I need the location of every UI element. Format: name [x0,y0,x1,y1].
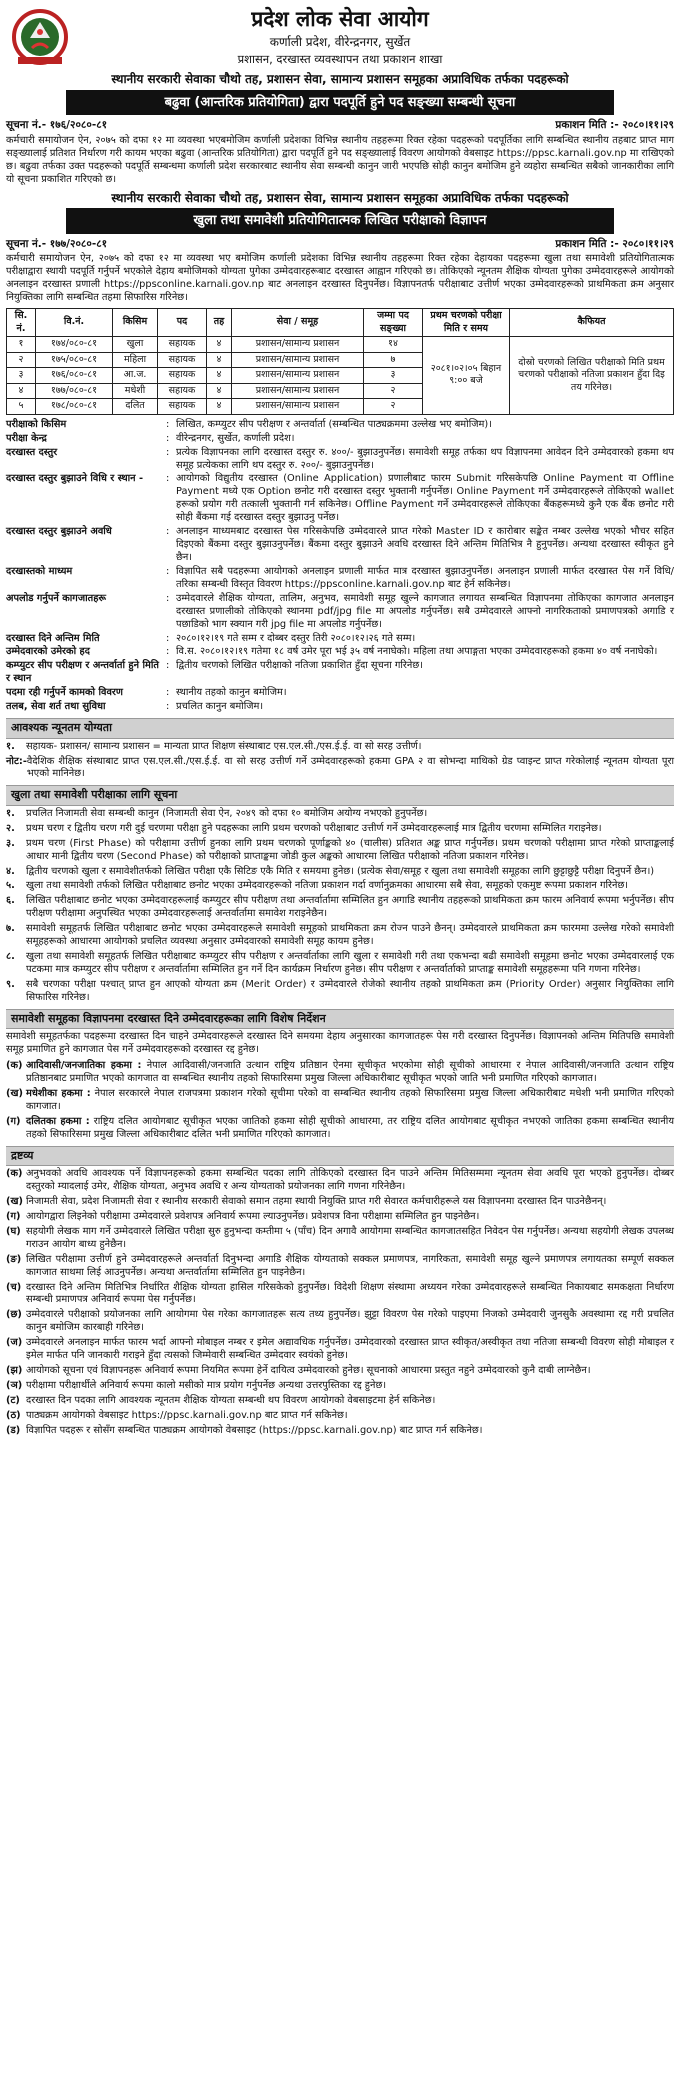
list-item [6,1410,674,1423]
item-text [26,1196,674,1209]
table-cell: मधेशी [113,383,158,399]
details-list [6,419,674,714]
item-body: दरखास्त दिने अन्तिम मितिभित्र निर्धारित शैक्षिक योग्यता हासिल गरिसकेको हुनुपर्नेछ। विदेशी शिक्षण संस्थामा अध्ययन गरेका उम्मेदवारहरूले सम्बन्धित निकायबाट समकक्षता निर्धारण सम्बन्धी प्रमाणपत्र अनिवार्य रूपमा पेस गर्नुपर्नेछ। [26,1281,674,1306]
detail-row [6,419,674,432]
item-text [26,1395,674,1408]
col-header: सि. नं. [7,309,36,337]
detail-key: कम्प्युटर सीप परीक्षण र अन्तर्वार्ता हुने मिति र स्थान [6,660,159,685]
item-text [26,1254,674,1280]
detail-colon: : [166,701,170,713]
item-body: वैदेशिक शैक्षिक संस्थाबाट प्राप्त एस.एल.सी./एस.ई.ई. वा सो सरह उत्तीर्ण गर्ने उम्मेदवारहरूको हकमा GPA २ वा सोभन्दा माथिको ग्रेड प्वाइन्ट प्राप्त गरेकोलाई न्यूनतम योग्यता पूरा भएको मानिनेछ। [26,755,674,780]
col-header: किसिम [113,309,158,337]
table-cell: ४ [207,368,232,384]
table-cell: महिला [113,352,158,368]
table-cell: प्रशासन/सामान्य प्रशासन [232,399,364,415]
item-text [26,1226,674,1252]
detail-row [6,633,674,646]
table-cell: ३ [364,368,423,384]
detail-colon: : [166,646,170,658]
notice1-body: कर्मचारी समायोजन ऐन, २०७५ को दफा १२ मा व्यवस्था भएबमोजिम कर्णाली प्रदेशका विभिन्न स्थानीय तहहरूमा रिक्त रहेका पदहरूको पदपूर्तिका लागि सम्बन्धित स्थानीय तहबाट प्राप्त माग सङ्ख्यालाई प्रतिशत निर्धारण गरी कायम भएका बढुवा (आन्तरिक प्रतियोगिता) द्वारा पदपूर्ति हुने पद सङ्ख्यालाई विवरण आयोगको वेबसाइट https://ppsc.karnali.gov.np मा राखिएको छ। बढुवा तर्फका उक्त पदहरूको पदपूर्ति सम्बन्धमा कर्णाली प्रदेश सरकारबाट स्थानीय सेवा सम्बन्धी कानुन जारी भएपछि सोही कानुन बमोजिम हुने व्यहोरा सम्बन्धित सबैको जानकारीका लागि यो सूचना प्रकाशित गरिएको छ। [6,134,674,185]
item-number: ८. [6,951,15,963]
table-cell: आ.ज. [113,368,158,384]
item-body: सबै चरणका परीक्षा पश्चात् प्राप्त हुन आएको योग्यता क्रम (Merit Order) र उम्मेदवारले रोजेको स्थानीय तहको प्राथमिकता क्रम (Priority Order) अनुसार नियुक्तिका लागि सिफारिस गरिनेछ। [26,978,674,1003]
detail-value: प्रचलित कानुन बमोजिम। [176,701,264,713]
section-exam-rules: खुला तथा समावेशी परीक्षाका लागि सूचना [6,785,674,806]
notice1-ref: सूचना नं.- १७६/२०८०-८१ [6,118,108,131]
detail-row [6,526,674,565]
detail-key: दरखास्त दस्तुर बुझाउने विधि र स्थान - [6,473,144,485]
col-header: वि.नं. [36,309,113,337]
list-item [6,1337,674,1363]
exam-datetime-cell: २०८१।०२।०५ बिहान ९:०० बजे [423,337,510,415]
notes-list [6,1168,674,1438]
list-item [6,1116,674,1142]
item-number: (ञ) [6,1380,23,1391]
detail-row [6,646,674,659]
item-body: आयोगको सूचना एवं विज्ञापनहरू अनिवार्य रूपमा नियमित रूपमा हेर्ने दायित्व उम्मेदवारको हुनेछ। सूचनाको आधारमा प्रस्तुत नहुने उम्मेदवारको कुनै दाबी लाग्नेछैन। [26,1365,591,1377]
item-number: (घ) [6,1225,21,1237]
detail-value: वीरेन्द्रनगर, सुर्खेत, कर्णाली प्रदेश। [176,432,295,444]
list-item [6,866,674,879]
detail-value: प्रत्येक विज्ञापनका लागि दरखास्त दस्तुर रु. ४००/- बुझाउनुपर्नेछ। समावेशी समूह तर्फका थप विज्ञापनमा आवेदन दिने उम्मेदवारको हकमा थप समूह प्रत्येकका लागि थप दस्तुर रु. २००/- बुझाउनुपर्नेछ। [176,446,674,471]
qualification-list [6,741,674,782]
table-cell: ४ [207,399,232,415]
list-item [6,895,674,921]
detail-value: आयोगको विद्युतीय दरखास्त (Online Application) प्रणालीबाट फारम Submit गरिसकेपछि Online Payment वा Offline Payment मध्ये एक Option छनोट गरी दरखास्त दस्तुर भुक्तानी गर्नुपर्नेछ। Online Payment गर्ने उम्मेदवारहरूले तोकिएको wallet हरूको प्रयोग गरी तत्काली भुक्तानी गर्न सकिनेछ। Offline Payment गर्ने उम्मेदवारहरूले तोकिएका बैंकहरूमध्ये कुनै एक बैंक छनोट गरी सोही बैंकमा गई दरखास्त दस्तुर बुझाउनु पर्नेछ। [176,473,674,524]
item-number: ७. [6,923,15,935]
table-cell: प्रशासन/सामान्य प्रशासन [232,383,364,399]
list-item [6,1380,674,1393]
item-text [26,1380,674,1393]
detail-colon: : [166,660,170,672]
notice2-ref: सूचना नं.- १७७/२०८०-८१ [6,237,108,250]
item-number: ५. [6,880,15,892]
detail-row [6,660,674,686]
table-cell: सहायक [158,383,207,399]
header [6,6,674,68]
item-text [26,866,674,879]
item-text [26,1337,674,1363]
notice2-refrow [6,238,674,252]
special-list [6,1060,674,1142]
table-cell: १७६/०८०-८१ [36,368,113,384]
item-number: ३. [6,837,15,849]
list-item [6,1309,674,1335]
item-body: खुला तथा समावेशी तर्फको लिखित परीक्षाबाट छनोट भएका उम्मेदवारहरूको नतिजा प्रकाशन गर्दा वर्णानुक्रमका आधारमा सबै सेवा, समूहको एकमुष्ट रूपमा प्रकाशन गरिनेछ। [26,880,629,892]
list-item [6,1226,674,1252]
detail-row [6,593,674,632]
detail-row [6,433,674,446]
detail-colon: : [166,526,170,538]
item-label: मधेशीका हकमा : [26,1087,91,1099]
item-text [26,1410,674,1423]
item-number: (ख) [6,1196,23,1208]
detail-key: दरखास्तको माध्यम [6,565,73,577]
detail-row [6,447,674,473]
detail-colon: : [166,432,170,444]
detail-row [6,566,674,592]
detail-key: अपलोड गर्नुपर्ने कागजातहरू [6,592,107,604]
item-number: १. [6,807,15,819]
item-number: (छ) [6,1309,22,1321]
detail-colon: : [166,592,170,604]
detail-key: उम्मेदवारको उमेरको हद [6,646,90,658]
remarks-cell: दोस्रो चरणको लिखित परीक्षाको मिति प्रथम चरणको परीक्षाको नतिजा प्रकाशन हुँदा दिइ तय गरिनेछ। [510,337,674,415]
item-text [26,1282,674,1308]
table-cell: १४ [364,337,423,353]
table-cell: सहायक [158,352,207,368]
special-intro: समावेशी समूहतर्फका पदहरूमा दरखास्त दिन चाहने उम्मेदवारहरूले दरखास्त दिने समयमा देहाय अनुसारका कागजातहरू पेस गरी दरखास्त दिनुपर्नेछ। विज्ञापनको अन्तिम मितिपछि समावेशी समूह प्रमाणित हुने कागजात पेस गर्ने उम्मेदवारहरूको दरखास्त रद्द हुनेछ। [6,1031,674,1056]
item-text [26,1365,674,1378]
item-number: (ड) [6,1424,21,1436]
item-body: दरखास्त दिन पदका लागि आवश्यक न्यूनतम शैक्षिक योग्यता सम्बन्धी थप विवरण आयोगको वेबसाइटमा हेर्न सकिनेछ। [26,1394,436,1406]
table-cell: प्रशासन/सामान्य प्रशासन [232,337,364,353]
item-number: नोट:- [6,755,27,767]
item-number: २. [6,822,15,834]
item-body: प्रथम चरण र द्वितीय चरण गरी दुई चरणमा परीक्षा हुने पदहरूका लागि प्रथम चरणको परीक्षाबाट उत्तीर्ण गर्ने उम्मेदवारहरूलाई मात्र द्वितीय चरणमा सम्मिलित गराइनेछ। [26,822,602,834]
list-item [6,756,674,782]
item-number: १. [6,740,15,752]
item-number: (ख) [6,1087,23,1099]
col-header: पद [158,309,207,337]
detail-value: उम्मेदवारले शैक्षिक योग्यता, तालिम, अनुभव, समावेशी समूह खुल्ने कागजात लगायत सम्बन्धित विज्ञापनमा तोकिएका कागजात अनलाइन दरखास्त प्रणालीको तोकिएको स्थानमा pdf/jpg file मा अपलोड गर्नुपर्नेछ। सबै उम्मेदवारले आफ्नो नागरिकताको प्रमाणपत्रको अगाडि र पछाडिको भाग स्क्यान गरी jpg file मा अपलोड गर्नुपर्नेछ। [176,592,674,630]
col-header: तह [207,309,232,337]
item-text [26,1088,674,1114]
item-number: ४. [6,865,15,877]
col-header: जम्मा पद सङ्ख्या [364,309,423,337]
detail-row [6,687,674,700]
item-number: (क) [6,1060,23,1072]
list-item [6,1365,674,1378]
detail-value: अनलाइन माध्यमबाट दरखास्त पेस गरिसकेपछि उम्मेदवारले प्राप्त गरेको Master ID र कारोबार सङ्केत नम्बर उल्लेख भएको भौचर सहित दिइएको बैंकमा दस्तुर बुझाउनुपर्नेछ। बैंकमा दस्तुर बुझाउने अवधि दरखास्त दिने अन्तिम मितिभित्र नै हुनुपर्नेछ। अन्यथा दरखास्त स्वीकृत हुने छैन। [176,526,674,563]
table-cell: प्रशासन/सामान्य प्रशासन [232,368,364,384]
item-number: (ङ) [6,1253,22,1265]
item-text [26,741,674,754]
item-text [26,979,674,1005]
detail-key: परीक्षाको किसिम [6,418,67,430]
notice2-body: कर्मचारी समायोजन ऐन, २०७५ को दफा १२ मा व्यवस्था भए बमोजिम कर्णाली प्रदेशका विभिन्न स्थानीय तहहरूमा रिक्त रहेका देहायका पदहरूमा खुला तथा समावेशी प्रतियोगितात्मक परीक्षाद्वारा स्थायी पदपूर्ति गर्नुपर्ने भएकोले देहाय बमोजिमको योग्यता पुगेका उम्मेदवारहरूबाट दरखास्त आह्वान गरिएको छ। तोकिएको न्यूनतम शैक्षिक योग्यता पुगेका उम्मेदवारहरूले आयोगको अनलाइन दरखास्त प्रणाली https://ppsconline.karnali.gov.np बाट अनलाइन दरखास्त दिनुपर्नेछ। विज्ञापनतर्फ परीक्षाबाट उत्तीर्ण भएका उम्मेदवारहरूको प्राथमिकता क्रम अनुसार नियुक्तिका लागि सम्बन्धित तहमा सिफारिस गरिनेछ। [6,253,674,304]
notice1-title: स्थानीय सरकारी सेवाका चौथो तह, प्रशासन सेवा, सामान्य प्रशासन समूहका अप्राविधिक तर्फका पदहरूको [111,72,569,86]
notice1-refrow [6,119,674,133]
detail-row [6,473,674,525]
detail-colon: : [166,446,170,458]
notice2-date: प्रकाशन मिति :- २०८०।११।२९ [555,237,674,250]
list-item [6,1254,674,1280]
table-cell: १७५/०८०-८१ [36,352,113,368]
item-text [26,1211,674,1224]
table-cell: २ [364,399,423,415]
detail-value: वि.स. २०८०।१२।१९ गतेमा १८ वर्ष उमेर पूरा भई ३५ वर्ष ननाघेको। महिला तथा अपाङ्गता भएका उम्मेदवारहरूको हकमा ४० वर्ष ननाघेको। [176,646,658,658]
item-number: (ठ) [6,1409,21,1421]
item-number: (झ) [6,1365,23,1377]
detail-colon: : [166,632,170,644]
item-text [26,1060,674,1086]
list-item [6,1088,674,1114]
item-text [26,880,674,893]
nepal-emblem-icon [10,8,70,66]
notice2-title: स्थानीय सरकारी सेवाका चौथो तह, प्रशासन सेवा, सामान्य प्रशासन समूहका अप्राविधिक तर्फका पदहरूको [111,190,569,205]
section-qualification: आवश्यक न्यूनतम योग्यता [6,718,674,739]
item-body: प्रचलित निजामती सेवा सम्बन्धी कानुन (निजामती सेवा ऐन, २०४९ को दफा १० बमोजिम अयोग्य नभएको हुनुपर्नेछ। [26,807,428,819]
table-cell: सहायक [158,368,207,384]
detail-value: विज्ञापित सबै पदहरूमा आयोगको अनलाइन प्रणाली मार्फत मात्र दरखास्त बुझाउनुपर्नेछ। अनलाइन प्रणाली मार्फत दरखास्त पेस गर्ने विधि/तरिका सम्बन्धी विस्तृत विवरण https://ppsconline.karnali.gov.np बाट हेर्न सकिनेछ। [176,565,674,590]
notice1-banner: बढुवा (आन्तरिक प्रतियोगिता) द्वारा पदपूर्ति हुने पद सङ्ख्या सम्बन्धी सूचना [66,90,614,115]
item-text [26,923,674,949]
table-cell: ४ [207,352,232,368]
notice1-date: प्रकाशन मिति :- २०८०।११।२९ [555,118,674,131]
item-body: लिखित परीक्षाबाट छनोट भएका उम्मेदवारहरूलाई कम्प्युटर सीप परीक्षण तथा अन्तर्वार्तामा सम्मिलित हुन अगाडि स्थानीय तहहरूको प्राथमिकता क्रम फारम अनिवार्य रूपमा भर्नुपर्नेछ। सीप परीक्षण परीक्षामा अनुपस्थित भएका उम्मेदवारहरूलाई अन्तर्वार्तामा समावेश गराइनेछैन। [26,895,674,920]
item-text [26,895,674,921]
table-cell: सहायक [158,399,207,415]
detail-value: लिखित, कम्प्युटर सीप परीक्षण र अन्तर्वार्ता (सम्बन्धित पाठ्यक्रममा उल्लेख भए बमोजिम)। [176,418,492,430]
table-cell: प्रशासन/सामान्य प्रशासन [232,352,364,368]
table-cell: १७८/०८०-८१ [36,399,113,415]
detail-colon: : [166,687,170,699]
org-branch: प्रशासन, दरखास्त व्यवस्थापन तथा प्रकाशन शाखा [237,51,443,66]
item-number: (ट) [6,1394,20,1406]
detail-key: दरखास्त दस्तुर बुझाउने अवधि [6,526,112,538]
item-label: दलितका हकमा : [26,1115,90,1127]
item-text [26,838,674,864]
detail-key: दरखास्त दिने अन्तिम मिति [6,632,100,644]
org-name: प्रदेश लोक सेवा आयोग [251,7,429,31]
list-item [6,979,674,1005]
notice2-banner: खुला तथा समावेशी प्रतियोगितात्मक लिखित परीक्षाको विज्ञापन [66,208,614,233]
detail-value: स्थानीय तहको कानुन बमोजिम। [176,687,287,699]
section-special: समावेशी समूहका विज्ञापनमा दरखास्त दिने उम्मेदवारहरूका लागि विशेष निर्देशन [6,1009,674,1030]
table-cell: १७७/०८०-८१ [36,383,113,399]
item-text [26,1309,674,1335]
item-number: (ज) [6,1337,23,1349]
item-body: पाठ्यक्रम आयोगको वेबसाइट https://ppsc.karnali.gov.np बाट प्राप्त गर्न सकिनेछ। [26,1409,348,1421]
table-header-row [7,309,674,337]
item-body: प्रथम चरण (First Phase) को परीक्षामा उत्तीर्ण हुनका लागि प्रथम चरणको पूर्णाङ्कको ४० (चालीस) प्रतिशत अङ्क प्राप्त गर्नुपर्नेछ। प्रथम चरणको परीक्षामा प्राप्त गरेको प्राप्ताङ्कलाई आधार मानी द्वितीय चरण (Second Phase) को परीक्षाको प्राप्ताङ्कमा जोडी कुल अङ्कको आधारमा लिखित परीक्षाको नतिजा प्रकाशन गरिनेछ। [26,837,674,862]
detail-row [6,701,674,714]
vacancy-table [6,308,674,415]
table-cell: २ [364,383,423,399]
org-address: कर्णाली प्रदेश, वीरेन्द्रनगर, सुर्खेत [269,34,411,49]
item-body: परीक्षामा परीक्षार्थीले अनिवार्य रूपमा कालो मसीको मात्र प्रयोग गर्नुपर्नेछ अन्यथा उत्तरपुस्तिका रद्द हुनेछ। [26,1380,387,1391]
list-item [6,880,674,893]
item-number: (ग) [6,1115,21,1127]
item-body: नेपाल सरकारले नेपाल राजपत्रमा प्रकाशन गरेको सूचीमा परेको वा सम्बन्धित स्थानीय तहको सिफारिसमा प्रमुख जिल्ला अधिकारीबाट मधेशी भनी प्रमाणित गरिएको कागजात। [26,1087,674,1112]
detail-colon: : [166,418,170,430]
list-item [6,1060,674,1086]
list-item [6,1395,674,1408]
table-cell: ७ [364,352,423,368]
item-body: उम्मेदवारले अनलाइन मार्फत फारम भर्दा आफ्नो मोबाइल नम्बर र इमेल अद्यावधिक गर्नुपर्नेछ। उम्मेदवारको दरखास्त प्राप्त स्वीकृत/अस्वीकृत तथा नतिजा सम्बन्धी विवरण सोही मोबाइल र इमेल मार्फत पनि जानकारी गराइने हुँदा त्यसको जिम्मेवारी सम्बन्धित उम्मेदवार स्वयंको हुनेछ। [26,1337,674,1362]
list-item [6,1425,674,1438]
item-body: लिखित परीक्षामा उत्तीर्ण हुने उम्मेदवारहरूले अन्तर्वार्ता दिनुभन्दा अगाडि शैक्षिक योग्यताको सक्कल प्रमाणपत्र, नागरिकता, समावेशी समूह खुल्ने प्रमाणपत्र लगायतका सम्पूर्ण सक्कल कागजात साथमा लिई आउनुपर्नेछ। अन्यथा अन्तर्वार्तामा सम्मिलित हुन पाइनेछैन। [26,1253,674,1278]
detail-value: २०८०।१२।१९ गते सम्म र दोब्बर दस्तुर तिरी २०८०।१२।२६ गते सम्म। [176,632,416,644]
item-body: सहयोगी लेखक माग गर्ने उम्मेदवारले लिखित परीक्षा सुरु हुनुभन्दा कम्तीमा ५ (पाँच) दिन अगावै आयोगमा सम्बन्धित कागजातसहित निवेदन पेस गर्नुपर्नेछ। अन्यथा सहयोगी लेखक उपलब्ध गराउन आयोग बाध्य हुनेछैन। [26,1225,674,1250]
table-cell: सहायक [158,337,207,353]
item-body: अनुभवको अवधि आवश्यक पर्ने विज्ञापनहरूको हकमा सम्बन्धित पदका लागि तोकिएको दरखास्त दिन पाउने अन्तिम मितिसम्ममा न्यूनतम सेवा अवधि पूरा भएको हुनुपर्नेछ। दोब्बर दस्तुरको म्यादलाई उमेर, शैक्षिक योग्यता, अनुभव अवधि र अन्य योग्यताको प्रयोजनका लागि गणना गरिनेछैन। [26,1168,674,1193]
list-item [6,808,674,821]
table-cell: ५ [7,399,36,415]
item-number: (च) [6,1281,22,1293]
detail-key: तलब, सेवा शर्त तथा सुविधा [6,701,106,713]
item-text [26,823,674,836]
exam-rules-list [6,808,674,1005]
detail-key: दरखास्त दस्तुर [6,446,58,458]
item-body: निजामती सेवा, प्रदेश निजामती सेवा र स्थानीय सरकारी सेवाको समान तहमा स्थायी नियुक्ति प्राप्त गरी सेवारत कर्मचारीहरूले यस विज्ञापनमा दरखास्त दिन पाउनेछैनन्। [26,1196,607,1208]
item-text [26,1425,674,1438]
detail-colon: : [166,473,170,485]
item-text [26,951,674,977]
list-item [6,823,674,836]
item-number: ६. [6,895,15,907]
detail-key: परीक्षा केन्द्र [6,432,47,444]
item-number: (क) [6,1168,23,1180]
col-header: कैफियत [510,309,674,337]
item-number: (ग) [6,1210,21,1222]
item-text [26,1168,674,1194]
section-notes: द्रष्टव्य [6,1146,674,1167]
list-item [6,1196,674,1209]
item-label: आदिवासी/जनजातिका हकमा : [26,1060,142,1072]
item-body: सहायक- प्रशासन/ सामान्य प्रशासन = मान्यता प्राप्त शिक्षण संस्थाबाट एस.एल.सी./एस.ई.ई. वा सो सरह उत्तीर्ण। [26,740,422,752]
list-item [6,951,674,977]
item-body: आयोगद्वारा लिइनेको परीक्षामा उम्मेदवारले प्रवेशपत्र अनिवार्य रूपमा ल्याउनुपर्नेछ। प्रवेशपत्र विना परीक्षामा सम्मिलित हुन पाइनेछैन। [26,1210,480,1222]
list-item [6,1168,674,1194]
table-cell: खुला [113,337,158,353]
col-header: प्रथम चरणको परीक्षा मिति र समय [423,309,510,337]
col-header: सेवा / समूह [232,309,364,337]
item-body: उम्मेदवारले परीक्षाको प्रयोजनका लागि आयोगमा पेस गरेका कागजातहरू सत्य तथ्य हुनुपर्नेछ। झुट्टा विवरण पेस गरेको पाइएमा निजको उम्मेदवारी जुनसुकै अवस्थामा रद्द गरी प्रचलित कानुन बमोजिम कारबाही गरिनेछ। [26,1309,674,1334]
item-body: समावेशी समूहतर्फ लिखित परीक्षाबाट छनोट भएका उम्मेदवारहरूले समावेशी समूहको प्राथमिकता क्रम रोज्न पाउने छैनन्। उम्मेदवारले प्राथमिकता क्रम फारममा उल्लेख गरेको समावेशी समूहहरूको आधारमा आयोगको प्रचलित व्यवस्था अनुसार उम्मेदवारको समावेशी समूह कायम हुनेछ। [26,923,674,948]
list-item [6,741,674,754]
item-number: ९. [6,978,15,990]
table-row [7,337,674,353]
list-item [6,923,674,949]
item-body: विज्ञापित पदहरू र सोसँग सम्बन्धित पाठ्यक्रम आयोगको वेबसाइट (https://ppsc.karnali.gov.np) बाट प्राप्त गर्न सकिनेछ। [26,1424,483,1436]
item-text [27,756,674,782]
table-cell: १ [7,337,36,353]
item-body: खुला तथा समावेशी समूहतर्फ लिखित परीक्षाबाट कम्प्युटर सीप परीक्षण र अन्तर्वार्ताका लागि खुला र समावेशी गरी तथा एकभन्दा बढी समावेशी समूहमा छनोट भएका उम्मेदवारलाई एक पटकमा मात्र कम्प्युटर सीप परीक्षण र अन्तर्वार्तामा सम्मिलित हुन गर्ने दिन कार्यक्रम निर्धारण हुनेछ। सीप परीक्षण र अन्तर्वार्ताको प्राप्ताङ्क समावेशी समूहहरूमा पनि गणना गरिनेछ। [26,951,674,975]
table-cell: २ [7,352,36,368]
item-body: राष्ट्रिय दलित आयोगबाट सूचीकृत भएका जातिको हकमा सोही सूचीको आधारमा, तर राष्ट्रिय दलित आयोगबाट सूचीकृत नभएको जातिका हकमा सम्बन्धित स्थानीय तहको सिफारिसमा प्रमुख जिल्ला अधिकारीबाट दलित भनी प्रमाणित गरिएको कागजात। [26,1115,675,1140]
table-cell: ४ [207,337,232,353]
table-cell: ३ [7,368,36,384]
list-item [6,1211,674,1224]
item-body: नेपाल आदिवासी/जनजाति उत्थान राष्ट्रिय प्रतिष्ठान ऐनमा सूचीकृत भएकोमा सोही सूचीको आधारमा र नेपाल आदिवासी/जनजाति उत्थान राष्ट्रिय प्रतिष्ठानबाट प्रमाणित भएको कागजात वा सम्बन्धित स्थानीय तहको सिफारिसमा प्रमुख जिल्ला अधिकारीबाट सूचीकृत भएको जाति भनी प्रमाणित गरिएको कागजात। [26,1060,674,1085]
table-cell: ४ [207,383,232,399]
table-cell: ४ [7,383,36,399]
detail-colon: : [166,565,170,577]
detail-key: पदमा रही गर्नुपर्ने कामको विवरण [6,687,124,699]
list-item [6,1282,674,1308]
list-item [6,838,674,864]
item-text [26,808,674,821]
table-cell: १७४/०८०-८१ [36,337,113,353]
item-text [26,1116,674,1142]
detail-value: द्वितीय चरणको लिखित परीक्षाको नतिजा प्रकाशित हुँदा सूचना गरिनेछ। [176,660,423,672]
table-cell: दलित [113,399,158,415]
item-body: द्वितीय चरणको खुला र समावेशीतर्फको लिखित परीक्षा एकै सिटिङ एकै मिति र समयमा हुनेछ। (प्रत्येक सेवा/समूह र खुला तथा समावेशी समूहका लागि छुट्टाछुट्टै परीक्षा दिनुपर्ने छैन।) [26,865,655,877]
